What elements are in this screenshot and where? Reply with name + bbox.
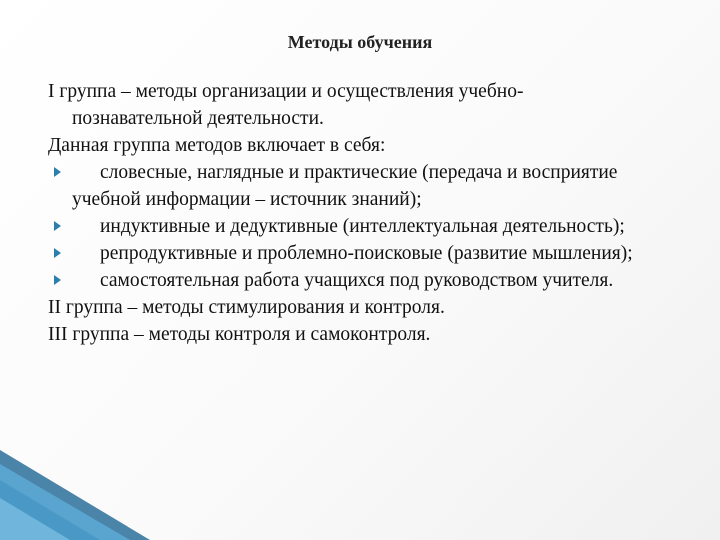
group1-line1: I группа – методы организации и осуществления учебно- <box>48 81 524 102</box>
triangle-bullet-icon <box>54 275 61 285</box>
triangle-bullet-icon <box>54 221 61 231</box>
triangle-bullet-icon <box>54 248 61 258</box>
bullet-text-3: репродуктивные и проблемно-поисковые (развитие мышления); <box>100 243 633 264</box>
slide-title: Методы обучения <box>287 32 433 52</box>
bullet-item-1 <box>48 159 688 213</box>
includes-line: Данная группа методов включает в себя: <box>48 135 386 156</box>
bullet-text-1: словесные, наглядные и практические (передача и восприятие учебной информации – источник знаний); <box>72 162 618 210</box>
bullet-text-4: самостоятельная работа учащихся под руководством учителя. <box>100 270 614 291</box>
triangle-bullet-icon <box>54 167 61 177</box>
group2-line: II группа – методы стимулирования и контроля. <box>48 297 445 318</box>
bullet-item-3 <box>48 240 688 267</box>
bullet-item-2 <box>48 213 688 240</box>
corner-decoration <box>0 450 150 540</box>
group3-line: III группа – методы контроля и самоконтроля. <box>48 324 431 345</box>
bullet-text-2: индуктивные и дедуктивные (интеллектуальная деятельность); <box>100 216 625 237</box>
group1-line2: познавательной деятельности. <box>72 108 324 129</box>
slide-body <box>48 78 688 348</box>
bullet-item-4 <box>48 267 688 294</box>
